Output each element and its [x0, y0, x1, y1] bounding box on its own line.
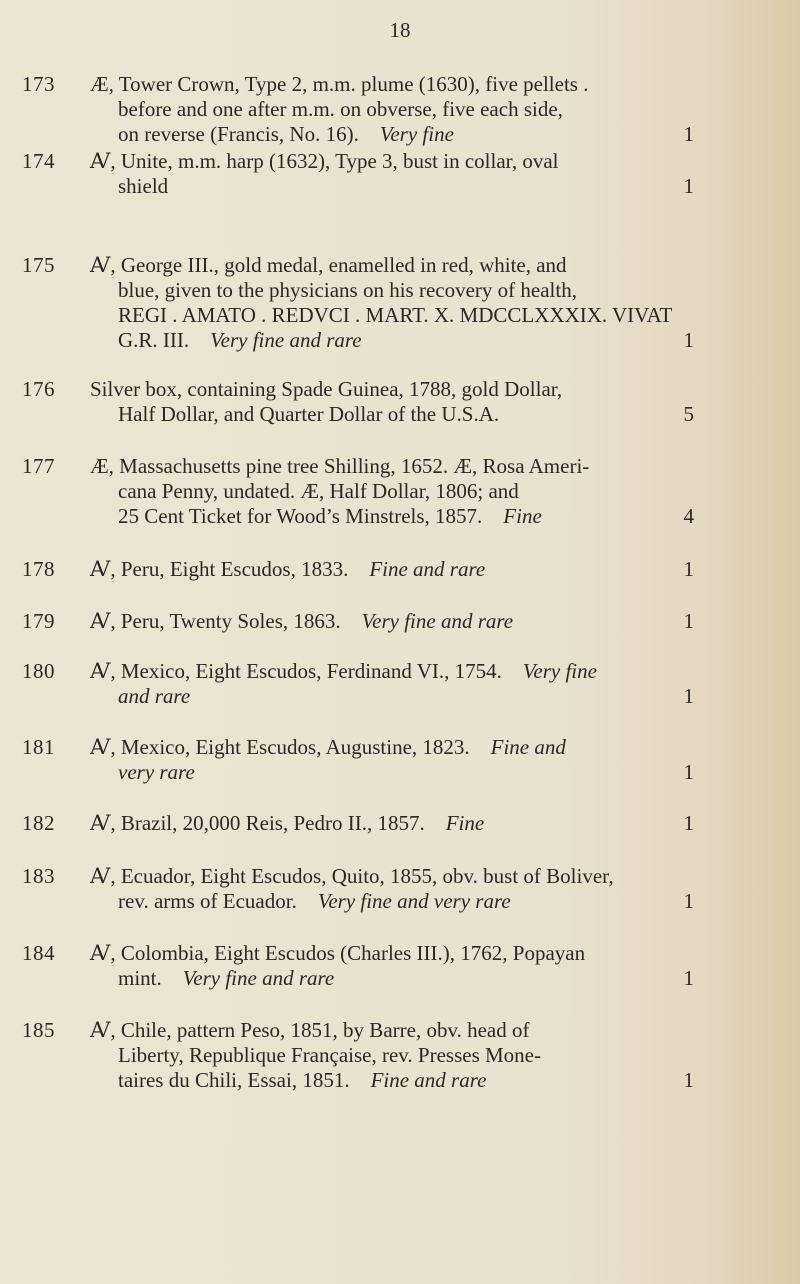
lot-quantity: 1 [683, 1068, 694, 1092]
condition-text: Very fine [358, 122, 454, 146]
line-text: Æ, Massachusetts pine tree Shilling, 1652. Æ, Rosa Ameri- [90, 454, 590, 478]
lot-description [90, 1018, 694, 1093]
description-line [90, 811, 694, 836]
description-line [90, 735, 694, 760]
lot-quantity: 4 [683, 504, 694, 528]
description-line [90, 864, 694, 889]
line-text: Ꜹ, Peru, Twenty Soles, 1863. [90, 609, 341, 633]
lot-quantity: 1 [683, 889, 694, 913]
lot-description [90, 253, 694, 353]
lot-quantity: 1 [683, 557, 694, 581]
description-line [90, 122, 694, 147]
condition-text: Fine and [469, 735, 566, 759]
description-line [90, 659, 694, 684]
line-text: 25 Cent Ticket for Wood’s Minstrels, 1857. [118, 504, 483, 528]
description-line [90, 97, 694, 122]
line-text: before and one after m.m. on obverse, five each side, [118, 97, 563, 121]
line-text: cana Penny, undated. Æ, Half Dollar, 1806; and [118, 479, 519, 503]
line-text: Ꜹ, Unite, m.m. harp (1632), Type 3, bust in collar, oval [90, 149, 559, 173]
condition-text: Very fine and very rare [296, 889, 511, 913]
lot-number: 179 [22, 609, 55, 633]
line-text: Liberty, Republique Française, rev. Presses Mone- [118, 1043, 541, 1067]
description-line [90, 760, 694, 785]
condition-text: Fine [482, 504, 542, 528]
description-line [90, 966, 694, 991]
line-text: rev. arms of Ecuador. [118, 889, 297, 913]
lot-number: 185 [22, 1018, 55, 1042]
line-text: Ꜹ, George III., gold medal, enamelled in red, white, and [90, 253, 567, 277]
lot-number: 178 [22, 557, 55, 581]
line-text: Ꜹ, Chile, pattern Peso, 1851, by Barre, obv. head of [90, 1018, 530, 1042]
lot-description [90, 609, 694, 634]
line-text: Ꜹ, Peru, Eight Escudos, 1833. [90, 557, 349, 581]
condition-text: Fine and rare [348, 557, 486, 581]
line-text: Æ, Tower Crown, Type 2, m.m. plume (1630), five pellets . [90, 72, 589, 96]
description-line [90, 479, 694, 504]
line-text: blue, given to the physicians on his recovery of health, [118, 278, 577, 302]
condition-text: Fine and rare [349, 1068, 487, 1092]
description-line [90, 149, 694, 174]
lot-number: 184 [22, 941, 55, 965]
description-line [90, 1018, 694, 1043]
lot-number: 173 [22, 72, 55, 96]
condition-text: Very fine and rare [161, 966, 335, 990]
condition-text: Very fine and rare [340, 609, 514, 633]
lot-quantity: 5 [683, 402, 694, 426]
lot-number: 175 [22, 253, 55, 277]
condition-text: Fine [424, 811, 485, 835]
lot-number: 177 [22, 454, 55, 478]
lot-quantity: 1 [683, 174, 694, 198]
line-text: Ꜹ, Ecuador, Eight Escudos, Quito, 1855, obv. bust of Boliver, [90, 864, 614, 888]
lot-description [90, 864, 694, 914]
line-text: G.R. III. [118, 328, 190, 352]
description-line [90, 454, 694, 479]
lot-description [90, 454, 694, 529]
lot-number: 183 [22, 864, 55, 888]
lot-description [90, 557, 694, 582]
description-line [90, 303, 694, 328]
description-line [90, 402, 694, 427]
lot-quantity: 1 [683, 328, 694, 352]
description-line [90, 941, 694, 966]
line-text: mint. [118, 966, 162, 990]
line-text: REGI . AMATO . REDVCI . MART. X. MDCCLXXXIX. VIVAT [118, 303, 673, 327]
description-line [90, 377, 694, 402]
lot-number: 181 [22, 735, 55, 759]
description-line [90, 557, 694, 582]
lot-quantity: 1 [683, 811, 694, 835]
description-line [90, 684, 694, 709]
condition-text: very rare [118, 760, 195, 784]
description-line [90, 278, 694, 303]
line-text: Ꜹ, Colombia, Eight Escudos (Charles III.), 1762, Popayan [90, 941, 586, 965]
description-line [90, 72, 694, 97]
line-text: Ꜹ, Mexico, Eight Escudos, Augustine, 1823. [90, 735, 470, 759]
description-line [90, 174, 694, 199]
lot-quantity: 1 [683, 760, 694, 784]
condition-text: Very fine and rare [189, 328, 362, 352]
description-line [90, 504, 694, 529]
line-text: shield [118, 174, 169, 198]
lot-description [90, 377, 694, 427]
line-text: on reverse (Francis, No. 16). [118, 122, 359, 146]
line-text: Ꜹ, Brazil, 20,000 Reis, Pedro II., 1857. [90, 811, 425, 835]
condition-text: Very fine [501, 659, 597, 683]
lot-number: 180 [22, 659, 55, 683]
lot-description [90, 941, 694, 991]
description-line [90, 609, 694, 634]
lot-description [90, 811, 694, 836]
lot-description [90, 659, 694, 709]
lot-number: 176 [22, 377, 55, 401]
lot-quantity: 1 [683, 122, 694, 146]
description-line [90, 328, 694, 353]
condition-text: and rare [118, 684, 191, 708]
line-text: Half Dollar, and Quarter Dollar of the U.S.A. [118, 402, 500, 426]
description-line [90, 253, 694, 278]
line-text: taires du Chili, Essai, 1851. [118, 1068, 350, 1092]
lot-description [90, 149, 694, 199]
line-text: Silver box, containing Spade Guinea, 1788, gold Dollar, [90, 377, 563, 401]
lot-description [90, 735, 694, 785]
lot-description [90, 72, 694, 147]
description-line [90, 1068, 694, 1093]
description-line [90, 889, 694, 914]
line-text: Ꜹ, Mexico, Eight Escudos, Ferdinand VI., 1754. [90, 659, 502, 683]
lot-quantity: 1 [683, 609, 694, 633]
page-number: 18 [389, 18, 411, 42]
lot-quantity: 1 [683, 966, 694, 990]
lot-quantity: 1 [683, 684, 694, 708]
description-line [90, 1043, 694, 1068]
lot-number: 182 [22, 811, 55, 835]
lot-number: 174 [22, 149, 55, 173]
